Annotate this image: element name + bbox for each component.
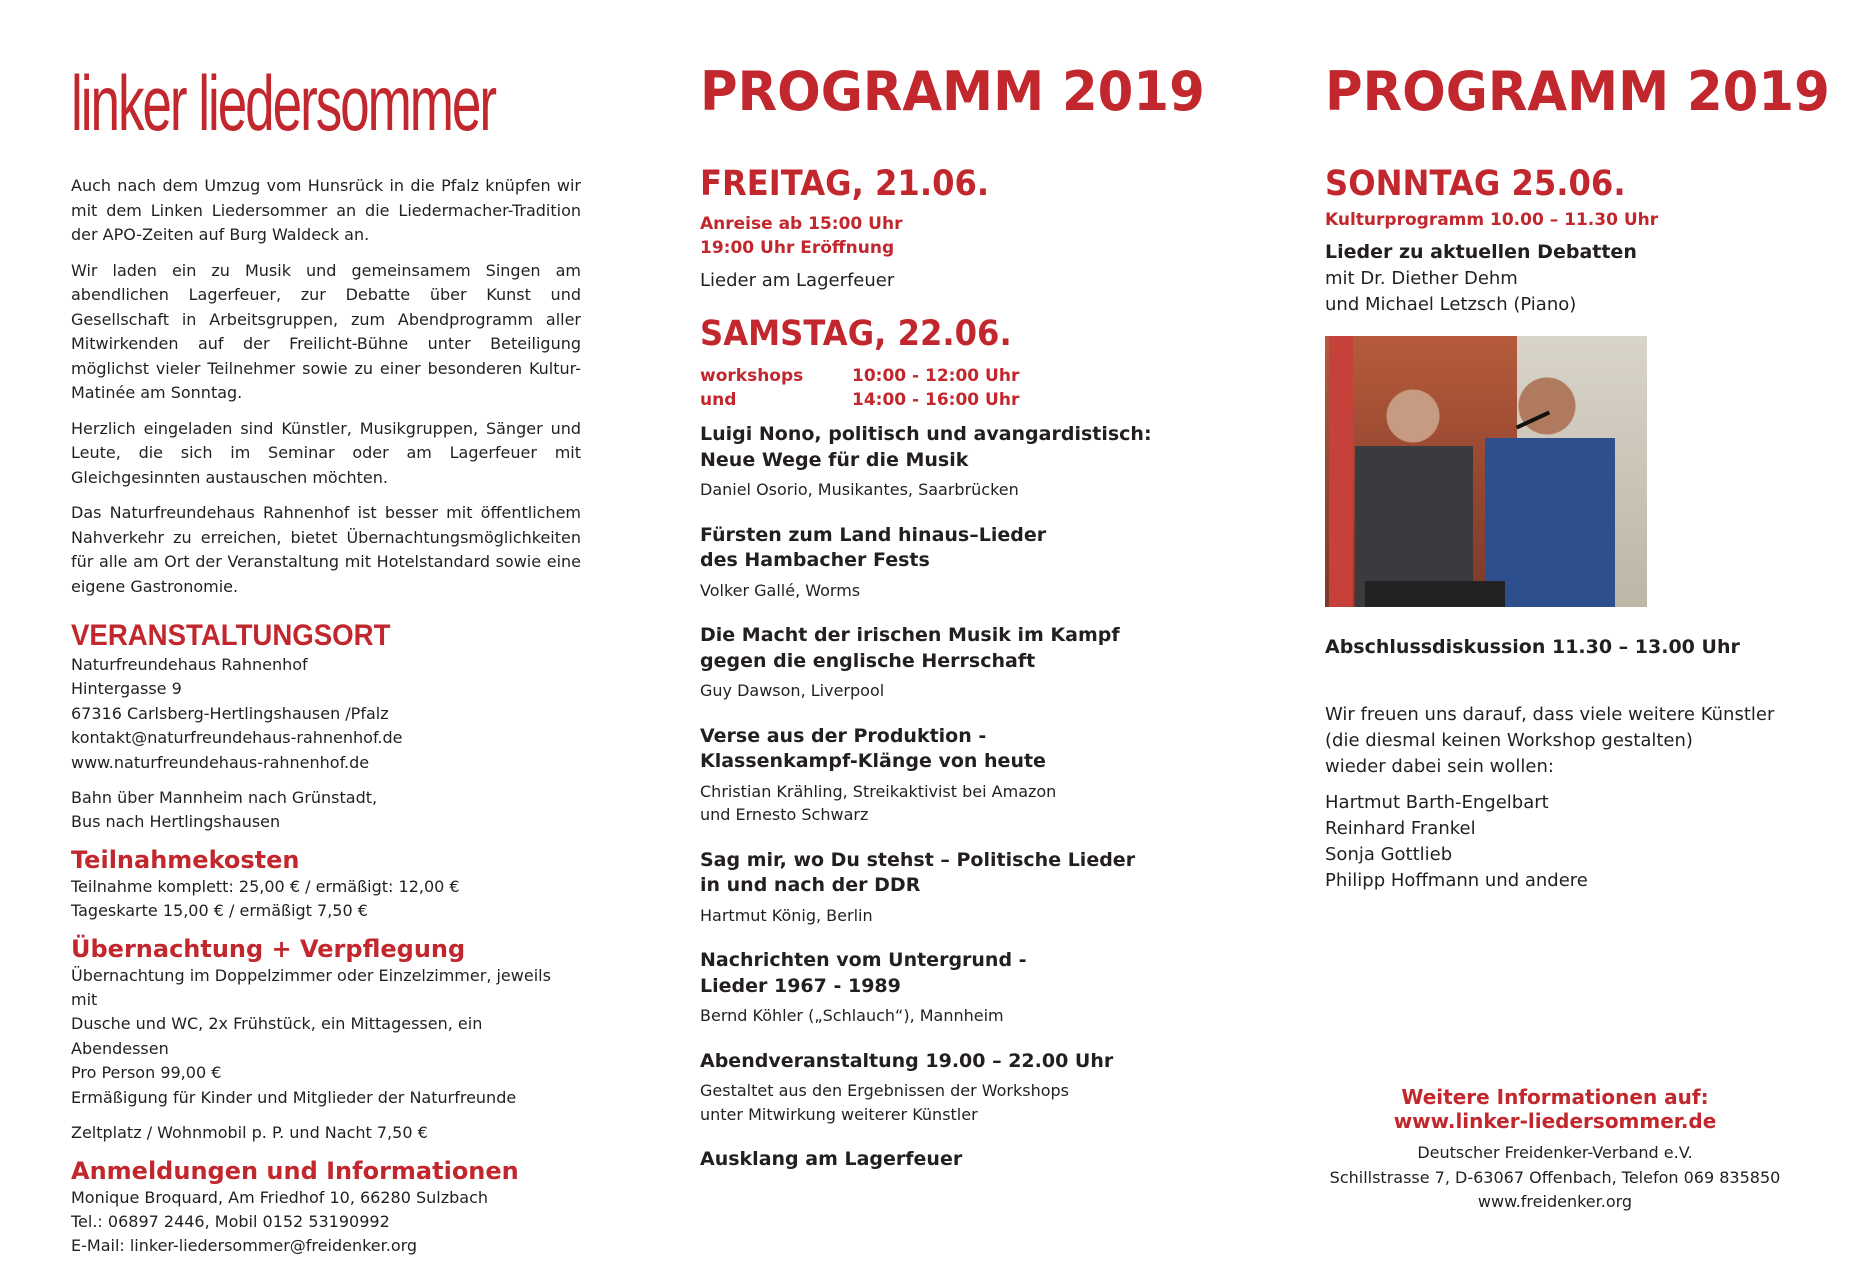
transport-line: Bus nach Hertlingshausen xyxy=(71,812,281,832)
debate-line: und Michael Letzsch (Piano) xyxy=(1325,293,1577,315)
cost-line: Tageskarte 15,00 € / ermäßigt 7,50 € xyxy=(71,901,368,921)
workshop-label: und xyxy=(700,390,737,410)
workshop-time-row xyxy=(700,364,1170,388)
item-presenter: Christian Krähling, Streikaktivist bei Amazon xyxy=(700,781,1057,801)
item-title: Verse aus der Produktion - xyxy=(700,724,987,747)
opening-time: 19:00 Uhr Eröffnung xyxy=(700,238,895,258)
invite-line: Wir freuen uns darauf, dass viele weitere Künstler xyxy=(1325,704,1775,725)
friday-text: Lieder am Lagerfeuer xyxy=(700,270,895,291)
arrival-time: Anreise ab 15:00 Uhr xyxy=(700,214,903,234)
item-title: Lieder 1967 - 1989 xyxy=(700,974,901,997)
lodging-line: Pro Person 99,00 € xyxy=(71,1063,222,1083)
left-column xyxy=(71,60,581,1259)
item-presenter: Hartmut König, Berlin xyxy=(700,905,873,925)
debate-title: Lieder zu aktuellen Debatten xyxy=(1325,241,1637,263)
item-title: Abendveranstaltung 19.00 – 22.00 Uhr xyxy=(700,1049,1114,1072)
invite-line: wieder dabei sein wollen: xyxy=(1325,756,1554,777)
saturday-heading: SAMSTAG, 22.06. xyxy=(700,314,1012,354)
item-presenter: Daniel Osorio, Musikantes, Saarbrücken xyxy=(700,480,1019,499)
workshop-time: 10:00 - 12:00 Uhr xyxy=(852,366,1020,386)
program-item xyxy=(700,422,1170,502)
venue-line: Naturfreundehaus Rahnenhof xyxy=(71,655,308,674)
intro-paragraph: Auch nach dem Umzug vom Hunsrück in die Pfalz knüpfen wir mit dem Linken Liedersommer an die Liedermacher-Tradition der APO-Zeiten auf Burg Waldeck an. xyxy=(71,176,581,244)
lodging-text xyxy=(71,964,581,1110)
workshop-time: 14:00 - 16:00 Uhr xyxy=(852,390,1020,410)
program-item xyxy=(700,523,1170,603)
item-title: gegen die englische Herrschaft xyxy=(700,649,1036,672)
item-presenter: Bernd Köhler („Schlauch“), Mannheim xyxy=(700,1006,1004,1025)
item-title: des Hambacher Fests xyxy=(700,549,930,571)
intro-paragraph: Wir laden ein zu Musik und gemeinsamem Singen am abendlichen Lagerfeuer, zur Debatte über Kunst und Gesellschaft in Arbeitsgruppen, zum Abendprogramm aller Mitwirkenden auf der Freilicht-Bühne unter Beteiligung möglichst vieler Teilnehmer sowie zu einer besonderen Kultur-Matinée am Sonntag. xyxy=(71,260,581,402)
program-item xyxy=(700,848,1170,928)
venue-line: 67316 Carlsberg-Hertlingshausen /Pfalz xyxy=(71,703,389,723)
singer-figure xyxy=(1485,366,1615,607)
venue-website-link[interactable]: www.naturfreundehaus-rahnenhof.de xyxy=(71,752,370,772)
item-description: Gestaltet aus den Ergebnissen der Workshops xyxy=(700,1081,1069,1100)
costs-heading: Teilnahmekosten xyxy=(71,845,300,874)
program-title: PROGRAMM 2019 xyxy=(1325,60,1830,123)
lodging-line: Übernachtung im Doppelzimmer oder Einzelzimmer, jeweils mit xyxy=(71,965,551,1010)
camping-line: Zeltplatz / Wohnmobil p. P. und Nacht 7,50 € xyxy=(71,1123,428,1143)
registration-heading: Anmeldungen und Informationen xyxy=(71,1156,519,1185)
workshop-time-row xyxy=(700,388,1170,412)
item-presenter: Volker Gallé, Worms xyxy=(700,580,861,600)
invite-line: (die diesmal keinen Workshop gestalten) xyxy=(1325,730,1693,751)
lodging-line: Ermäßigung für Kinder und Mitglieder der Naturfreunde xyxy=(71,1087,517,1107)
item-presenter: und Ernesto Schwarz xyxy=(700,805,869,824)
debate-line: mit Dr. Diether Dehm xyxy=(1325,267,1518,289)
intro-paragraph: Herzlich eingeladen sind Künstler, Musikgruppen, Sänger und Leute, die sich im Seminar oder am Lagerfeuer mit Gleichgesinnten austauschen möchten. xyxy=(71,418,581,487)
artist-name: Sonja Gottlieb xyxy=(1325,844,1453,865)
workshop-label: workshops xyxy=(700,366,804,386)
item-title: Luigi Nono, politisch und avangardistisch: xyxy=(700,423,1152,445)
registration-line: Tel.: 06897 2446, Mobil 0152 53190992 xyxy=(71,1211,390,1231)
cost-line: Teilnahme komplett: 25,00 € / ermäßigt: 12,00 € xyxy=(71,876,460,896)
closing-event: Ausklang am Lagerfeuer xyxy=(700,1148,963,1170)
program-item xyxy=(700,948,1170,1028)
venue-address xyxy=(71,653,581,775)
registration-email-link[interactable]: E-Mail: linker-liedersommer@freidenker.org xyxy=(71,1236,418,1256)
pianist-figure xyxy=(1355,376,1473,607)
info-block xyxy=(1325,1085,1785,1215)
lodging-heading: Übernachtung + Verpflegung xyxy=(71,934,466,963)
artist-name: Reinhard Frankel xyxy=(1325,818,1476,839)
org-website-link[interactable]: www.freidenker.org xyxy=(1477,1192,1633,1211)
performer-photo xyxy=(1325,336,1647,607)
item-title: Neue Wege für die Musik xyxy=(700,448,969,471)
transport-line: Bahn über Mannheim nach Grünstadt, xyxy=(71,788,378,808)
program-item xyxy=(700,623,1170,703)
final-discussion: Abschlussdiskussion 11.30 – 13.00 Uhr xyxy=(1325,635,1740,658)
culture-program-time: Kulturprogramm 10.00 – 11.30 Uhr xyxy=(1325,210,1659,230)
item-title: Fürsten zum Land hinaus–Lieder xyxy=(700,523,1047,546)
intro-paragraph: Das Naturfreundehaus Rahnenhof ist besser mit öffentlichem Nahverkehr zu erreichen, bietet Übernachtungsmöglichkeiten für alle am Ort der Veranstaltung mit Hotelstandard sowie eine eigene Gastronomie. xyxy=(71,503,581,596)
friday-heading: FREITAG, 21.06. xyxy=(700,164,990,204)
item-description: unter Mitwirkung weiterer Künstler xyxy=(700,1104,978,1124)
artist-name: Hartmut Barth-Engelbart xyxy=(1325,792,1549,813)
item-title: Die Macht der irischen Musik im Kampf xyxy=(700,624,1120,646)
info-website-link[interactable]: www.linker-liedersommer.de xyxy=(1393,1109,1717,1133)
venue-line: Hintergasse 9 xyxy=(71,679,182,699)
intro-text xyxy=(71,174,581,599)
keyboard-shape xyxy=(1365,581,1505,607)
item-title: Sag mir, wo Du stehst – Politische Lieder xyxy=(700,848,1136,871)
sunday-heading: SONNTAG 25.06. xyxy=(1325,164,1626,204)
org-line: Schillstrasse 7, D-63067 Offenbach, Telefon 069 835850 xyxy=(1329,1167,1781,1187)
transport-info xyxy=(71,786,581,835)
costs-text xyxy=(71,875,581,924)
middle-column xyxy=(700,60,1205,1173)
org-line: Deutscher Freidenker-Verband e.V. xyxy=(1417,1143,1693,1162)
item-title: Nachrichten vom Untergrund - xyxy=(700,949,1027,971)
info-heading: Weitere Informationen auf: xyxy=(1401,1085,1709,1109)
program-item xyxy=(700,724,1170,827)
logo: linker liedersommer xyxy=(71,59,496,147)
venue-heading: VERANSTALTUNGSORT xyxy=(71,619,391,652)
artist-name: Philipp Hoffmann und andere xyxy=(1325,870,1588,891)
item-title: in und nach der DDR xyxy=(700,874,921,896)
lodging-line: Dusche und WC, 2x Frühstück, ein Mittagessen, ein Abendessen xyxy=(71,1014,483,1058)
registration-line: Monique Broquard, Am Friedhof 10, 66280 Sulzbach xyxy=(71,1187,489,1207)
registration-text xyxy=(71,1186,581,1259)
venue-email-link[interactable]: kontakt@naturfreundehaus-rahnenhof.de xyxy=(71,728,403,748)
item-presenter: Guy Dawson, Liverpool xyxy=(700,681,885,700)
item-title: Klassenkampf-Klänge von heute xyxy=(700,750,1046,772)
program-title: PROGRAMM 2019 xyxy=(700,60,1205,123)
right-column xyxy=(1325,60,1830,894)
program-item xyxy=(700,1049,1170,1127)
